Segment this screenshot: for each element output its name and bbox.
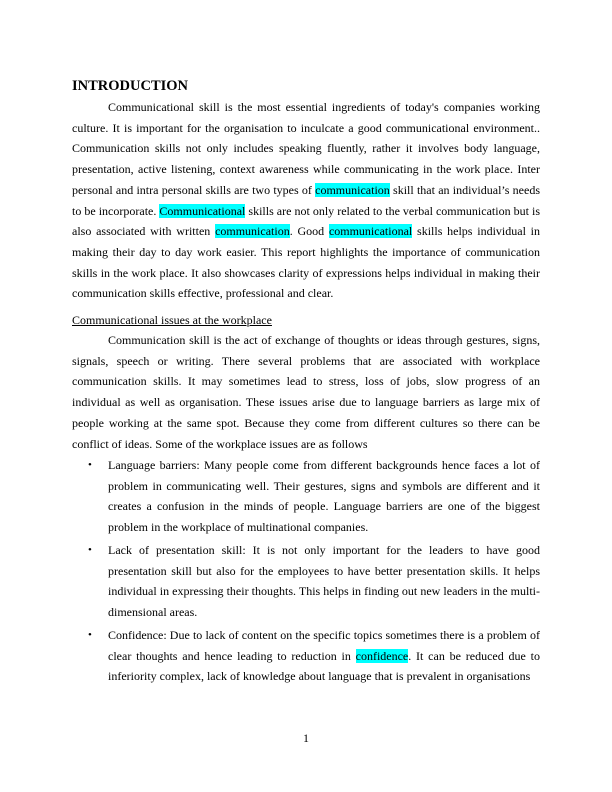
- issues-paragraph: Communication skill is the act of exchange of thoughts or ideas through gestures, signs, signals, speech or writing. There several problems that are associated with workplace communication skills. It may sometimes lead to stress, loss of jobs, slow progress of an individual as well as organisation. These issues arise due to language barriers as large mix of people working at the same spot. Because they come from different cultures so there can be conflict of ideas. Some of the workplace issues are as follows: [72, 333, 540, 451]
- highlighted-word: communication: [315, 182, 390, 197]
- bullet-icon: •: [88, 629, 92, 641]
- bullet-text: . It can be reduced due to inferiority complex, lack of knowledge about language that is prevalent in organisations: [108, 648, 540, 684]
- intro-text-3: skills are not only related to the verbal communication but is also associated with written: [72, 203, 540, 239]
- intro-text-1: Communicational skill is the most essential ingredients of today's companies working culture. It is important for the organisation to inculcate a good communicational environment.. Communication skills not only includes speaking fluently, rather it involves body language, presentation, active listening, context awareness while communicating in the work place. Inter personal and intra personal skills are two types of: [72, 100, 540, 197]
- list-item: [72, 540, 540, 623]
- intro-paragraph: [72, 97, 540, 304]
- highlighted-word: communicational: [328, 224, 413, 239]
- highlighted-word: confidence: [355, 648, 409, 663]
- bullet-text: Confidence: Due to lack of content on the specific topics sometimes there is a problem of clear thoughts and hence leading to reduction in: [108, 628, 540, 663]
- highlighted-word: Communicational: [159, 203, 246, 218]
- intro-text-2: skill that an individual’s needs to be incorporate.: [72, 182, 540, 218]
- issues-bullet-list: [72, 455, 540, 689]
- bullet-text: Lack of presentation skill: It is not only important for the leaders to have good presentation skill but also for the employees to have better presentation skills. It helps individual in expressing their thoughts. This helps in finding out new leaders in the multi-dimensional areas.: [108, 543, 540, 620]
- bullet-icon: •: [88, 544, 92, 556]
- bullet-text: Language barriers: Many people come from different backgrounds hence faces a lot of problem in communicating well. Their gestures, signs and symbols are different and it creates a confusion in the minds of people. Language barriers are one of the biggest problem in the workplace of multinational companies.: [108, 458, 540, 535]
- intro-text-5: skills helps individual in making their day to day work easier. This report highlights the importance of communication skills in the work place. It also showcases clarity of expressions helps individual in making their communication skills effective, professional and clear.: [72, 224, 541, 301]
- list-item: [72, 625, 540, 687]
- page-heading: INTRODUCTION: [72, 78, 189, 94]
- list-item: [72, 455, 540, 538]
- page-number: 1: [303, 731, 309, 745]
- bullet-icon: •: [88, 459, 92, 471]
- highlighted-word: communication: [215, 224, 290, 239]
- intro-text-4: . Good: [289, 224, 329, 239]
- section-subheading: Communicational issues at the workplace: [72, 313, 272, 327]
